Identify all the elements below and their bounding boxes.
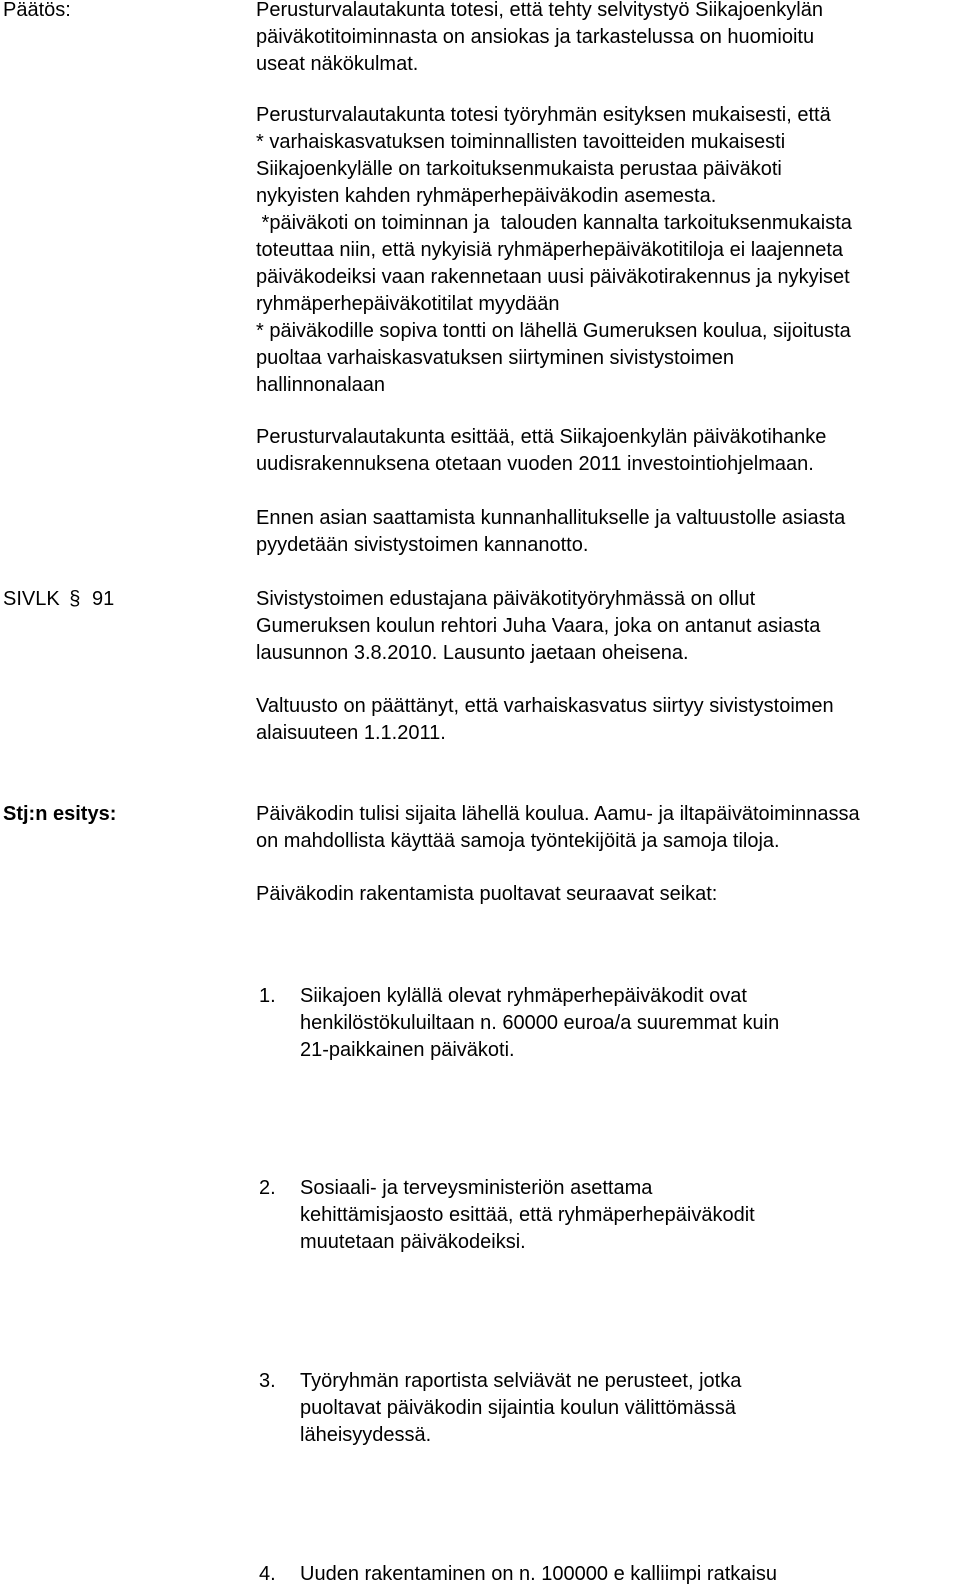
sivlk-label bbox=[3, 586, 114, 613]
paatos-para-1 bbox=[256, 0, 956, 78]
text-line: Uuden rakentaminen on n. 100000 e kalliimpi ratkaisu bbox=[300, 1563, 777, 1585]
text-line: päiväkotitoiminnasta on ansiokas ja tarkastelussa on huomioitu bbox=[256, 26, 815, 48]
text-line: ryhmäperhepäiväkotitilat myydään bbox=[256, 293, 560, 315]
list-number: 3. bbox=[259, 1370, 276, 1392]
paatos-label: Päätös: bbox=[3, 0, 71, 21]
text-line: puoltavat päiväkodin sijaintia koulun välittömässä bbox=[300, 1397, 736, 1419]
text-line: lausunnon 3.8.2010. Lausunto jaetaan oheisena. bbox=[256, 642, 689, 664]
text-line: Ennen asian saattamista kunnanhallitukselle ja valtuustolle asiasta bbox=[256, 507, 846, 529]
text-line: uudisrakennuksena otetaan vuoden 2011 investointiohjelmaan. bbox=[256, 453, 814, 475]
text-line: nykyisten kahden ryhmäperhepäiväkodin asemesta. bbox=[256, 185, 717, 207]
stj-label: Stj:n esitys: bbox=[3, 803, 117, 825]
list-item-1 bbox=[256, 983, 956, 1064]
text-line: Perusturvalautakunta totesi työryhmän esityksen mukaisesti, että bbox=[256, 104, 831, 126]
text-line: Siikajoenkylälle on tarkoituksenmukaista perustaa päiväkoti bbox=[256, 158, 782, 180]
sivlk-label-number: 91 bbox=[91, 588, 115, 610]
text-line: Sosiaali- ja terveysministeriön asettama bbox=[300, 1177, 653, 1199]
text-line: Perusturvalautakunta esittää, että Siikajoenkylän päiväkotihanke bbox=[256, 426, 827, 448]
list-number: 4. bbox=[259, 1563, 276, 1585]
sivlk-para-1 bbox=[256, 586, 956, 667]
text-line: Päiväkodin rakentamista puoltavat seuraavat seikat: bbox=[256, 883, 718, 905]
text-line: puoltaa varhaiskasvatuksen siirtyminen sivistystoimen bbox=[256, 347, 734, 369]
text-line: * varhaiskasvatuksen toiminnallisten tavoitteiden mukaisesti bbox=[256, 131, 786, 153]
sivlk-label-prefix: SIVLK bbox=[3, 588, 60, 610]
paatos-para-2 bbox=[256, 102, 956, 399]
list-number: 1. bbox=[259, 985, 276, 1007]
paatos-para-4 bbox=[256, 505, 956, 559]
sivlk-para-2 bbox=[256, 693, 956, 747]
section-sign: § bbox=[69, 588, 81, 610]
text-line: alaisuuteen 1.1.2011. bbox=[256, 722, 446, 744]
stj-para-1 bbox=[256, 801, 956, 855]
text-line: on mahdollista käyttää samoja työntekijöitä ja samoja tiloja. bbox=[256, 830, 780, 852]
list-item-text bbox=[300, 1561, 956, 1588]
list-number: 2. bbox=[259, 1177, 276, 1199]
text-line: Sivistystoimen edustajana päiväkotityöryhmässä on ollut bbox=[256, 588, 756, 610]
text-line: pyydetään sivistystoimen kannanotto. bbox=[256, 534, 589, 556]
text-line: henkilöstökuluiltaan n. 60000 euroa/a suuremmat kuin bbox=[300, 1012, 780, 1034]
text-line: * päiväkodille sopiva tontti on lähellä Gumeruksen koulua, sijoitusta bbox=[256, 320, 851, 342]
stj-para-2 bbox=[256, 881, 956, 908]
text-line: 21-paikkainen päiväkoti. bbox=[300, 1039, 515, 1061]
text-line: läheisyydessä. bbox=[300, 1424, 432, 1446]
text-line: Työryhmän raportista selviävät ne perusteet, jotka bbox=[300, 1370, 742, 1392]
text-line: Valtuusto on päättänyt, että varhaiskasvatus siirtyy sivistystoimen bbox=[256, 695, 834, 717]
list-item-text bbox=[300, 983, 956, 1064]
list-item-3 bbox=[256, 1368, 956, 1449]
text-line: toteuttaa niin, että nykyisiä ryhmäperhepäiväkotitiloja ei laajenneta bbox=[256, 239, 844, 261]
text-line: päiväkodeiksi vaan rakennetaan uusi päiväkotirakennus ja nykyiset bbox=[256, 266, 850, 288]
list-item-2 bbox=[256, 1175, 956, 1256]
list-item-4 bbox=[256, 1561, 956, 1588]
list-item-text bbox=[300, 1175, 956, 1256]
list-item-text bbox=[300, 1368, 956, 1449]
text-line: *päiväkoti on toiminnan ja talouden kannalta tarkoituksenmukaista bbox=[256, 212, 852, 234]
text-line: Siikajoen kylällä olevat ryhmäperhepäiväkodit ovat bbox=[300, 985, 747, 1007]
text-line: Perusturvalautakunta totesi, että tehty selvitystyö Siikajoenkylän bbox=[256, 0, 823, 21]
text-line: kehittämisjaosto esittää, että ryhmäperhepäiväkodit bbox=[300, 1204, 755, 1226]
paatos-para-3 bbox=[256, 424, 956, 478]
text-line: muutetaan päiväkodeiksi. bbox=[300, 1231, 526, 1253]
text-line: Päiväkodin tulisi sijaita lähellä koulua. Aamu- ja iltapäivätoiminnassa bbox=[256, 803, 860, 825]
text-line: Gumeruksen koulun rehtori Juha Vaara, joka on antanut asiasta bbox=[256, 615, 821, 637]
text-line: useat näkökulmat. bbox=[256, 53, 419, 75]
text-line: hallinnonalaan bbox=[256, 374, 386, 396]
